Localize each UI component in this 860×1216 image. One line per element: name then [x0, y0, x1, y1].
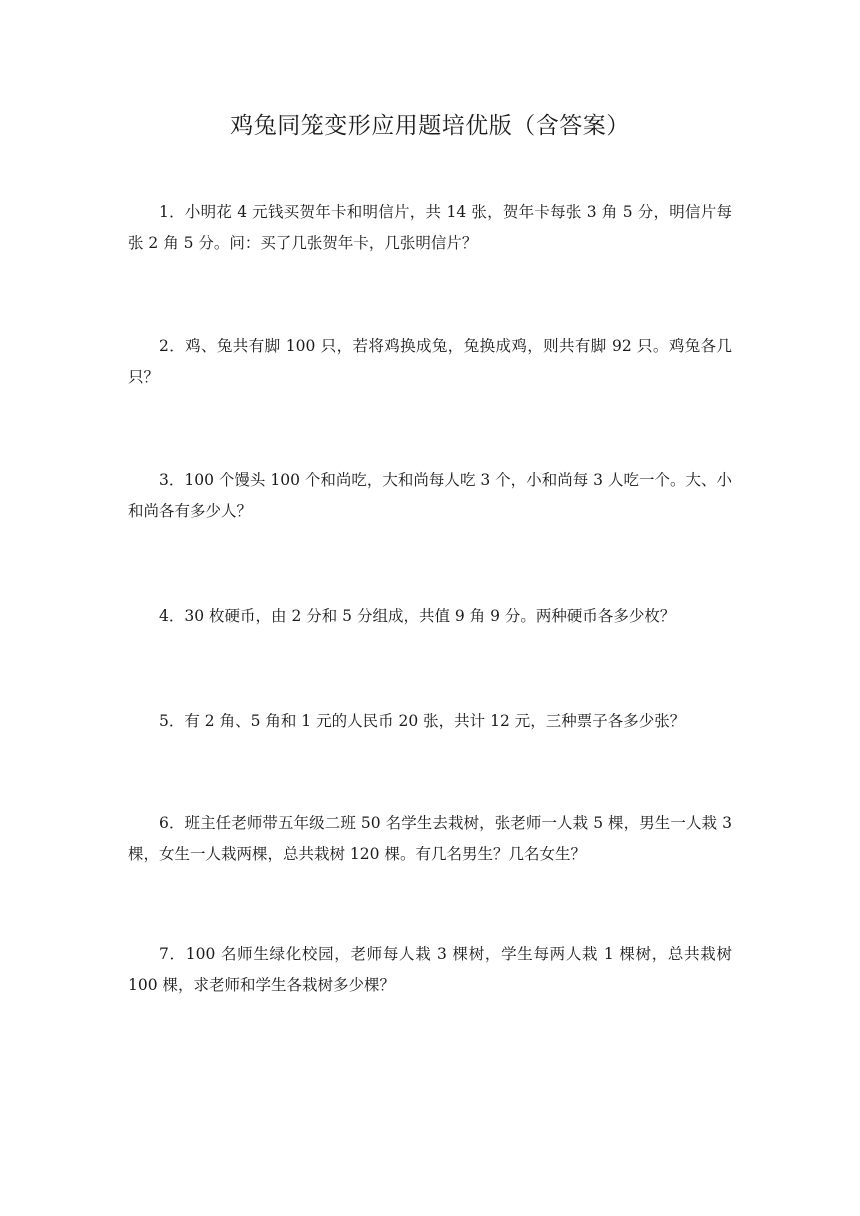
question-6: 6．班主任老师带五年级二班 50 名学生去栽树，张老师一人栽 5 棵，男生一人栽 3 棵，女生一人栽两棵，总共栽树 120 棵。有几名男生？几名女生？ [128, 814, 732, 863]
question-1: 1．小明花 4 元钱买贺年卡和明信片，共 14 张，贺年卡每张 3 角 5 分，明信片每张 2 角 5 分。问：买了几张贺年卡，几张明信片？ [128, 203, 732, 252]
document-title: 鸡兔同笼变形应用题培优版（含答案） [230, 113, 630, 139]
question-3: 3．100 个馒头 100 个和尚吃，大和尚每人吃 3 个，小和尚每 3 人吃一个。大、小和尚各有多少人？ [128, 471, 732, 520]
question-4: 4．30 枚硬币，由 2 分和 5 分组成，共值 9 角 9 分。两种硬币各多少枚？ [159, 607, 676, 625]
question-5: 5．有 2 角、5 角和 1 元的人民币 20 张，共计 12 元，三种票子各多少张？ [159, 712, 686, 730]
question-7: 7．100 名师生绿化校园，老师每人栽 3 棵树，学生每两人栽 1 棵树，总共栽树 100 棵，求老师和学生各栽树多少棵？ [128, 945, 732, 994]
question-2: 2．鸡、兔共有脚 100 只，若将鸡换成兔，兔换成鸡，则共有脚 92 只。鸡兔各几只？ [128, 337, 732, 386]
